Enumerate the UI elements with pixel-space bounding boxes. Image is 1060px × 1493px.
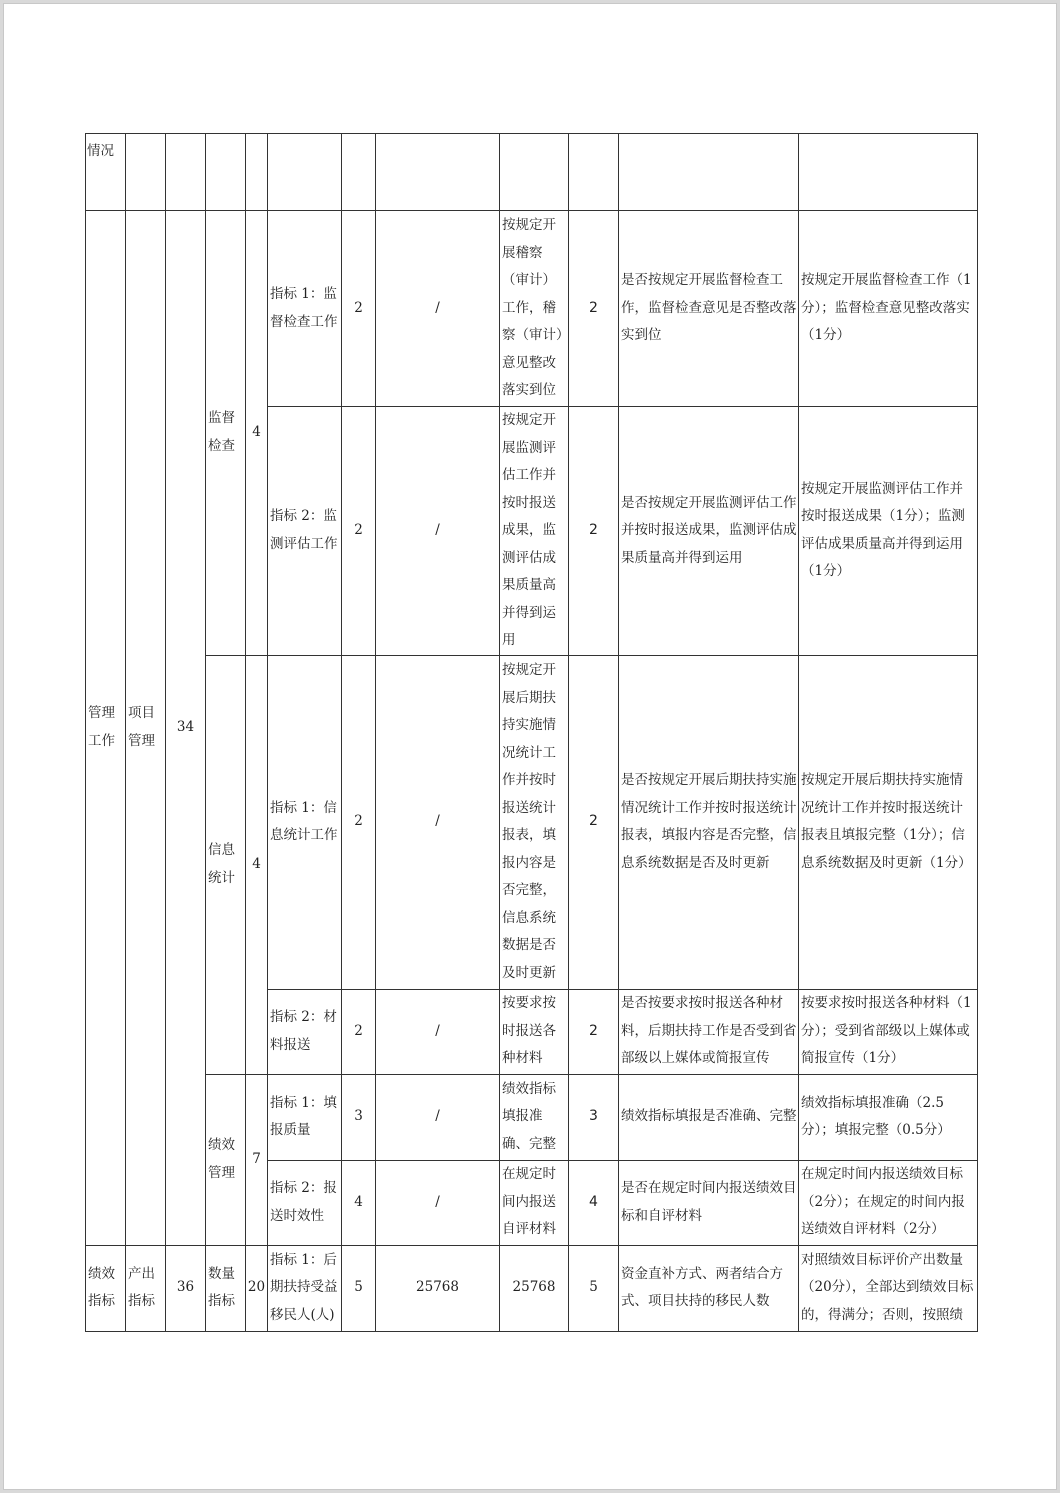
empty-cell [619, 134, 799, 211]
empty-cell [799, 134, 978, 211]
level1-cell: 管理工作 [86, 211, 126, 1246]
target-cell: / [376, 407, 500, 656]
indicator-name-cell: 指标 1：后期扶持受益移民人(人) [268, 1245, 342, 1331]
weight-cell: 4 [342, 1160, 376, 1245]
level1-cell: 情况 [86, 134, 126, 211]
table-row [86, 1245, 978, 1331]
empty-cell [268, 134, 342, 211]
weight-cell: 2 [342, 407, 376, 656]
level3-score-cell: 20 [246, 1245, 268, 1331]
level3-cell: 信息统计 [206, 655, 246, 1074]
level3-cell: 监督检查 [206, 211, 246, 656]
table-row [86, 134, 978, 211]
target-cell: / [376, 655, 500, 989]
score-cell: 2 [569, 407, 619, 656]
indicator-name-cell: 指标 1：填报质量 [268, 1074, 342, 1160]
weight-cell: 2 [342, 211, 376, 407]
level3-score-cell: 4 [246, 655, 268, 1074]
weight-cell: 2 [342, 989, 376, 1074]
document-page [3, 3, 1057, 1490]
empty-cell [342, 134, 376, 211]
score-cell: 2 [569, 211, 619, 407]
actual-cell: 按规定开展后期扶持实施情况统计工作并按时报送统计报表，填报内容是否完整，信息系统数据是否及时更新 [500, 655, 569, 989]
empty-cell [569, 134, 619, 211]
indicator-name-cell: 指标 2：报送时效性 [268, 1160, 342, 1245]
table-row [86, 655, 978, 989]
weight-cell: 5 [342, 1245, 376, 1331]
level2-cell: 项目管理 [126, 211, 166, 1246]
standard-cell: 按规定开展监测评估工作并按时报送成果（1分）；监测评估成果质量高并得到运用（1分） [799, 407, 978, 656]
indicator-name-cell: 指标 2：材料报送 [268, 989, 342, 1074]
standard-cell: 在规定时间内报送绩效目标（2分）；在规定的时间内报送绩效自评材料（2分） [799, 1160, 978, 1245]
standard-cell: 按规定开展后期扶持实施情况统计工作并按时报送统计报表且填报完整（1分）；信息系统数据及时更新（1分） [799, 655, 978, 989]
empty-cell [206, 134, 246, 211]
weight-cell: 3 [342, 1074, 376, 1160]
explain-cell: 资金直补方式、两者结合方式、项目扶持的移民人数 [619, 1245, 799, 1331]
level1-cell: 绩效指标 [86, 1245, 126, 1331]
indicator-name-cell: 指标 1：信息统计工作 [268, 655, 342, 989]
table-row [86, 1074, 978, 1160]
explain-cell: 是否按规定开展监督检查工作，监督检查意见是否整改落实到位 [619, 211, 799, 407]
target-cell: 25768 [376, 1245, 500, 1331]
actual-cell: 按规定开展监测评估工作并按时报送成果，监测评估成果质量高并得到运用 [500, 407, 569, 656]
level2-cell: 产出指标 [126, 1245, 166, 1331]
empty-cell [166, 134, 206, 211]
standard-cell: 按要求按时报送各种材料（1分）；受到省部级以上媒体或简报宣传（1分） [799, 989, 978, 1074]
target-cell: / [376, 989, 500, 1074]
indicator-name-cell: 指标 1：监督检查工作 [268, 211, 342, 407]
level3-score-cell: 7 [246, 1074, 268, 1245]
standard-cell: 按规定开展监督检查工作（1分）；监督检查意见整改落实（1分） [799, 211, 978, 407]
score-cell: 4 [569, 1160, 619, 1245]
score-cell: 2 [569, 989, 619, 1074]
standard-cell: 对照绩效目标评价产出数量（20分），全部达到绩效目标的，得满分；否则，按照绩 [799, 1245, 978, 1331]
performance-evaluation-table [85, 133, 978, 1332]
empty-cell [126, 134, 166, 211]
actual-cell: 按规定开展稽察（审计）工作，稽察（审计）意见整改落实到位 [500, 211, 569, 407]
level3-score-cell: 4 [246, 211, 268, 656]
empty-cell [376, 134, 500, 211]
level3-cell: 数量指标 [206, 1245, 246, 1331]
target-cell: / [376, 1160, 500, 1245]
explain-cell: 是否按规定开展监测评估工作并按时报送成果，监测评估成果质量高并得到运用 [619, 407, 799, 656]
actual-cell: 绩效指标填报准确、完整 [500, 1074, 569, 1160]
explain-cell: 绩效指标填报是否准确、完整 [619, 1074, 799, 1160]
actual-cell: 在规定时间内报送自评材料 [500, 1160, 569, 1245]
target-cell: / [376, 211, 500, 407]
target-cell: / [376, 1074, 500, 1160]
actual-cell: 按要求按时报送各种材料 [500, 989, 569, 1074]
level2-score-cell: 36 [166, 1245, 206, 1331]
explain-cell: 是否按规定开展后期扶持实施情况统计工作并按时报送统计报表，填报内容是否完整，信息系统数据是否及时更新 [619, 655, 799, 989]
level3-cell: 绩效管理 [206, 1074, 246, 1245]
level2-score-cell: 34 [166, 211, 206, 1246]
score-cell: 3 [569, 1074, 619, 1160]
standard-cell: 绩效指标填报准确（2.5分）；填报完整（0.5分） [799, 1074, 978, 1160]
table-row [86, 211, 978, 407]
score-cell: 2 [569, 655, 619, 989]
weight-cell: 2 [342, 655, 376, 989]
explain-cell: 是否按要求按时报送各种材料，后期扶持工作是否受到省部级以上媒体或简报宣传 [619, 989, 799, 1074]
indicator-name-cell: 指标 2：监测评估工作 [268, 407, 342, 656]
explain-cell: 是否在规定时间内报送绩效目标和自评材料 [619, 1160, 799, 1245]
actual-cell: 25768 [500, 1245, 569, 1331]
empty-cell [246, 134, 268, 211]
empty-cell [500, 134, 569, 211]
score-cell: 5 [569, 1245, 619, 1331]
